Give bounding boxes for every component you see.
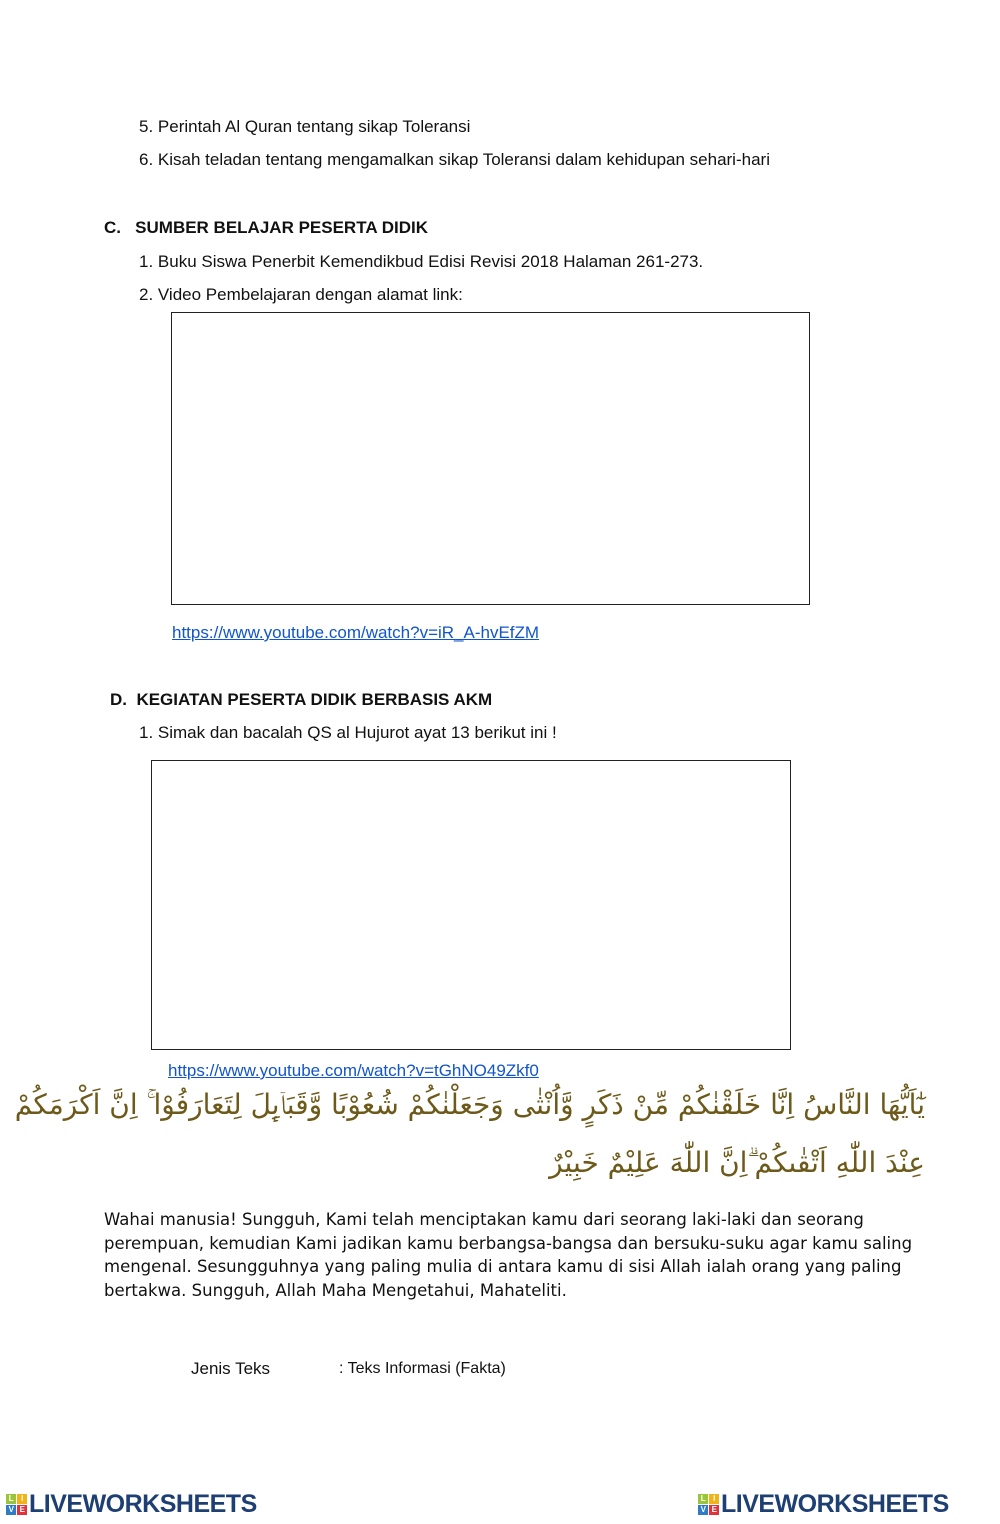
logo-letter: I (709, 1494, 719, 1504)
video-link-1[interactable]: https://www.youtube.com/watch?v=iR_A-hvEfZM (172, 623, 540, 642)
section-heading-d: D. KEGIATAN PESERTA DIDIK BERBASIS AKM (110, 690, 493, 709)
logo-letter: E (17, 1505, 27, 1515)
list-item: 2. Video Pembelajaran dengan alamat link: (139, 285, 463, 304)
logo-letter: L (6, 1494, 16, 1504)
liveworksheets-logo (6, 1490, 257, 1519)
logo-letter: L (698, 1494, 708, 1504)
video-embed-box[interactable] (171, 312, 810, 605)
list-item: 6. Kisah teladan tentang mengamalkan sikap Toleransi dalam kehidupan sehari-hari (139, 150, 770, 169)
list-item: 1. Simak dan bacalah QS al Hujurot ayat 13 berikut ini ! (139, 723, 557, 742)
jenis-teks-value: : Teks Informasi (Fakta) (339, 1360, 506, 1377)
logo-icon (6, 1494, 27, 1515)
logo-letter: I (17, 1494, 27, 1504)
list-item: 1. Buku Siswa Penerbit Kemendikbud Edisi Revisi 2018 Halaman 261-273. (139, 252, 704, 271)
video-embed-box[interactable] (151, 760, 791, 1050)
logo-icon (698, 1494, 719, 1515)
logo-text: LIVEWORKSHEETS (721, 1490, 949, 1518)
video-link-2[interactable]: https://www.youtube.com/watch?v=tGhNO49Zkf0 (168, 1061, 539, 1080)
logo-letter: E (709, 1505, 719, 1515)
arabic-verse-line: عِنْدَ اللّٰهِ اَتْقٰىكُمْ ۗاِنَّ اللّٰهَ عَلِيْمٌ خَبِيْرٌ (549, 1146, 925, 1179)
arabic-verse-line: يٰٓاَيُّهَا النَّاسُ اِنَّا خَلَقْنٰكُمْ مِّنْ ذَكَرٍ وَّاُنْثٰى وَجَعَلْنٰكُمْ شُعُوْبًا وَّقَبَاۤىِٕلَ لِتَعَارَفُوْا ۚ اِنَّ اَكْرَمَكُمْ (14, 1088, 925, 1121)
jenis-teks-label: Jenis Teks (191, 1359, 271, 1378)
logo-text: LIVEWORKSHEETS (29, 1490, 257, 1518)
logo-letter: V (698, 1505, 708, 1515)
section-heading-c: C. SUMBER BELAJAR PESERTA DIDIK (104, 218, 428, 237)
logo-letter: V (6, 1505, 16, 1515)
list-item: 5. Perintah Al Quran tentang sikap Toleransi (139, 117, 471, 136)
verse-translation: Wahai manusia! Sungguh, Kami telah menciptakan kamu dari seorang laki-laki dan seorang perempuan, kemudian Kami jadikan kamu berbangsa-bangsa dan bersuku-suku agar kamu saling mengenal. Sesungguhnya yang paling mulia di antara kamu di sisi Allah ialah orang yang paling bertakwa. Sungguh, Allah Maha Mengetahui, Mahateliti. (104, 1210, 913, 1300)
liveworksheets-logo (698, 1490, 949, 1519)
